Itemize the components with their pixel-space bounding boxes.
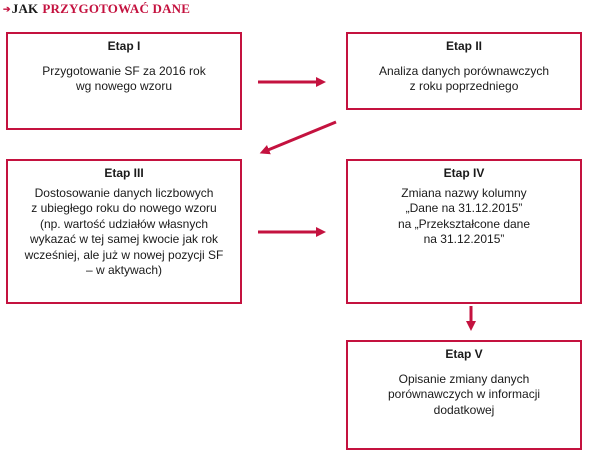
stage-box-etap-4: [346, 159, 582, 304]
stage-title: Etap I: [107, 39, 141, 53]
stage-title: Etap II: [445, 39, 482, 53]
arrow-right-icon: ➔: [3, 3, 11, 14]
stage-description: Opisanie zmiany danych porównawczych w informacji dodatkowej: [387, 371, 541, 417]
stage-box-etap-2: [346, 32, 582, 110]
stage-description: Dostosowanie danych liczbowych z ubiegłego roku do nowego wzoru (np. wartość udziałów własnych wykazać w tej samej kwocie jak rok wcześniej, ale już w nowej pozycji SF – w aktywach): [24, 185, 224, 277]
header-prefix: JAK: [11, 1, 39, 16]
stage-box-etap-5: [346, 340, 582, 450]
stage-description: Przygotowanie SF za 2016 rok wg nowego wzoru: [42, 63, 206, 93]
stage-description: Analiza danych porównawczych z roku poprzedniego: [378, 63, 550, 93]
stage-box-etap-3: [6, 159, 242, 304]
stage-title: Etap V: [445, 347, 483, 361]
stage-description: Zmiana nazwy kolumny „Dane na 31.12.2015” na „Przekształcone dane na 31.12.2015”: [397, 185, 531, 246]
header-title: PRZYGOTOWAĆ DANE: [42, 1, 191, 16]
arrow-etap2-to-etap3: [268, 122, 336, 150]
stage-title: Etap IV: [443, 166, 485, 180]
stage-title: Etap III: [104, 166, 144, 180]
stage-box-etap-1: [6, 32, 242, 130]
